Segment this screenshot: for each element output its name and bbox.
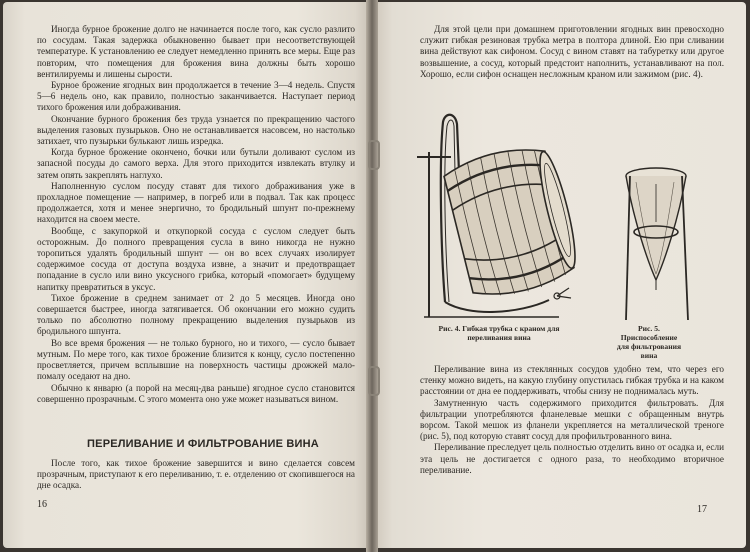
right-page-bottom-text: [420, 364, 724, 476]
figure-4-caption: Рис. 4. Гибкая трубка с краном для переливания вина: [438, 324, 560, 342]
clamp-icon: [554, 288, 571, 299]
section-heading: ПЕРЕЛИВАНИЕ И ФИЛЬТРОВАНИЕ ВИНА: [87, 438, 319, 450]
paragraph: После того, как тихое брожение завершится и вино сделается совсем прозрачным, приступают к его переливанию, т. е. отделению от скопившегося на дне осадка.: [37, 458, 355, 491]
page-number-right: 17: [697, 504, 707, 515]
paragraph: Обычно к январю (а порой на месяц-два раньше) ягодное сусло становится совершенно прозрачным. С этого момента оно уже может называться вином.: [37, 382, 355, 404]
paragraph: Когда бурное брожение окончено, бочки или бутыли доливают суслом из запасной посуды до самого верха. Для этого приходится извлекать втулку и затем опять закреплять наглухо.: [37, 147, 355, 180]
paragraph: Иногда бурное брожение долго не начинается после того, как сусло разлито по сосудам. Такая задержка обыкновенно бывает при несоответствующей температуре. К установлению ее следует немедленно принять все меры. Еще раз повторим, что помещения для брожения вина должны быть хорошо вентилируемы и лишены сырости.: [37, 24, 355, 79]
paragraph: Переливание вина из стеклянных сосудов удобно тем, что через его стенку можно видеть, на какую глубину опустилась гибкая трубка и на каком расстоянии от дна ее поддерживать, чтобы снизу не поднималась муть.: [420, 364, 724, 397]
paragraph: Для этой цели при домашнем приготовлении ягодных вин превосходно служит гибкая резиновая трубка метра в полтора длиной. Ею при сливании вина действуют как сифоном. Сосуд с вином ставят на табуретку или другое возвышение, а сосуд, который предстоит наполнить, устанавливают на пол. Хорошо, если сифон оснащен несложным краном или зажимом (рис. 4).: [420, 24, 724, 79]
figure-barrel-siphon: [409, 102, 584, 327]
staple-bottom: [368, 366, 380, 396]
section-intro: [37, 458, 355, 492]
paragraph: Бурное брожение ягодных вин продолжается в течение 3—4 недель. Спустя 5—6 недель оно, как правило, полностью заканчивается. Наступает период тихого брожения или дображивания.: [37, 80, 355, 113]
paragraph: Переливание преследует цель полностью отделить вино от осадка и, если эта цель не достигается с одного раза, то необходимо вторичное переливание.: [420, 442, 724, 475]
staple-top: [368, 140, 380, 170]
paragraph: Замутненную часть содержимого приходится фильтровать. Для фильтрации употребляются фланелевые мешки с обращенным внутрь ворсом. Такой мешок из фланели укрепляется на металлической треноге (рис. 5), под которую ставят сосуд для профильтрованного вина.: [420, 397, 724, 442]
right-page: [374, 2, 746, 548]
page-number-left: 16: [37, 499, 47, 510]
paragraph: Окончание бурного брожения без труда узнается по прекращению частого выделения газовых пузырьков. Оно не останавливается насовсем, но настолько затихает, что пузырьки булькают лишь изредка.: [37, 113, 355, 147]
left-page-text: [37, 24, 355, 405]
paragraph: Наполненную суслом посуду ставят для тихого дображивания уже в прохладное помещение — например, в погреб или в подвал. Так как процесс продолжается, хотя и менее энергично, то бродильный шпунт по-прежнему находится на своем месте.: [37, 180, 355, 225]
paragraph: Во все время брожения — не только бурного, но и тихого, — сусло бывает мутным. По мере того, как тихое брожение близится к концу, сусло постепенно просветляется, причем всплывшие на поверхность частицы дрожжей мало-помалу оседают на дно.: [37, 337, 355, 382]
left-page: [3, 2, 370, 548]
right-page-top-text: [420, 24, 724, 80]
figure-5-caption: Рис. 5. Приспособление для фильтрования вина: [616, 324, 682, 360]
paragraph: Вообще, с закупоркой и откупоркой сосуда с суслом следует быть осторожным. До полного превращения сусла в вино никогда не нужно торопиться удалять бродильный шпунт — он во всех случаях изолирует содержимое сосуда от доступа воздуха извне, а значит и предотвращает попадание в сусло или вино уксусного грибка, который «помогает» будущему напитку превратиться в уксус.: [37, 225, 355, 292]
figure-filter-funnel: [616, 162, 706, 324]
book-gutter: [366, 0, 378, 552]
paragraph: Тихое брожение в среднем занимает от 2 до 5 месяцев. Иногда оно совершается быстрее, иногда затягивается. Об окончании его можно судить только по абсолютно полному прекращению выделения пузырьков из бродильного шпунта.: [37, 292, 355, 337]
